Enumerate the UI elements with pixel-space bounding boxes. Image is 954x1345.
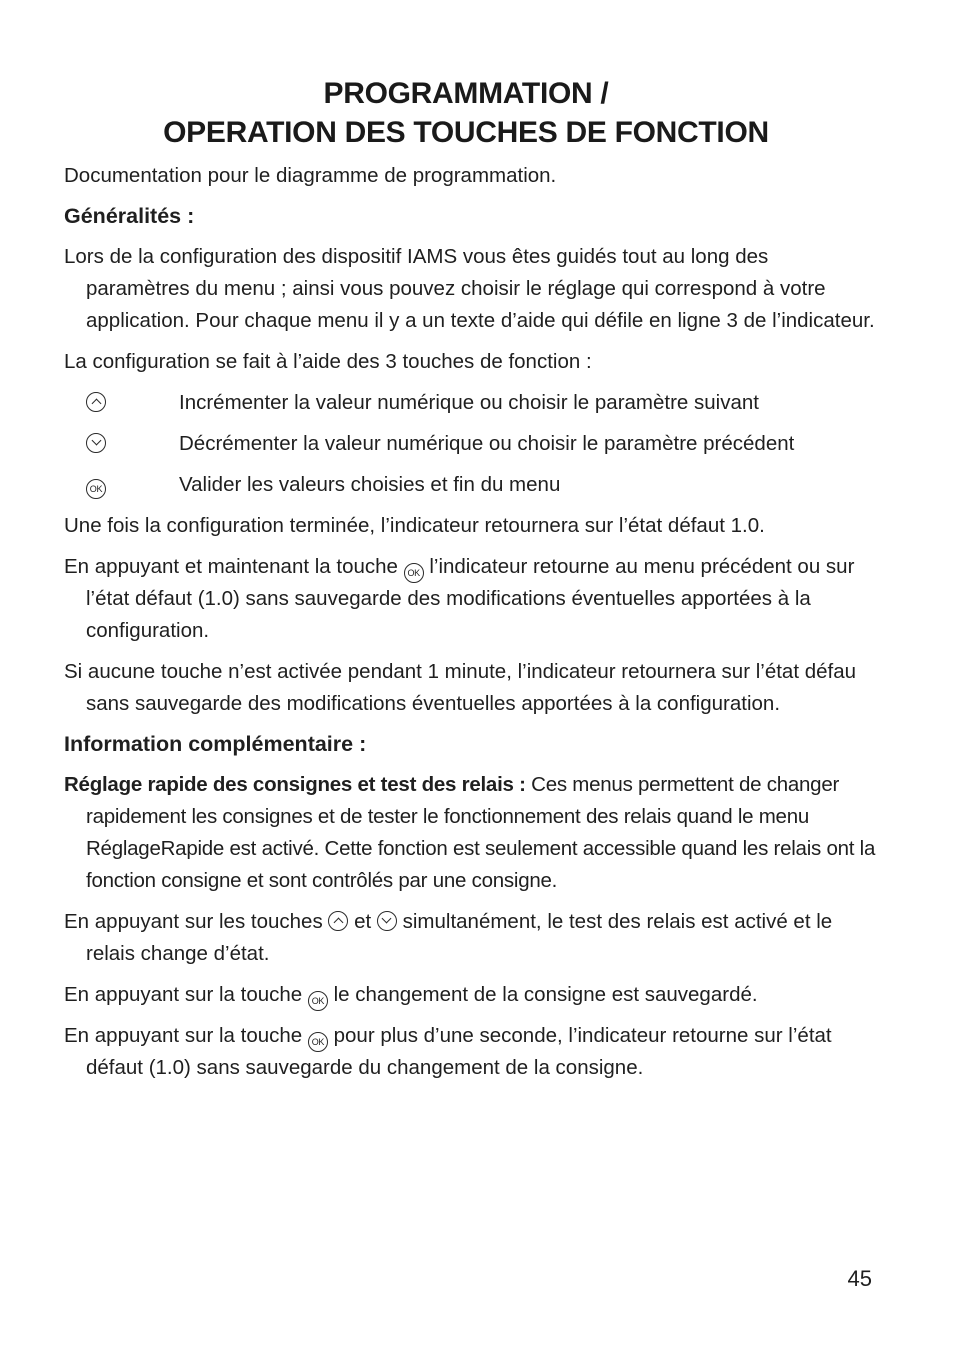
ok-icon: OK (404, 563, 424, 583)
generalites-paragraph-3: Une fois la configuration terminée, l’indicateur retournera sur l’état défaut 1.0. (64, 514, 765, 537)
title-line-2: OPERATION DES TOUCHES DE FONCTION (163, 116, 769, 149)
intro-text: Documentation pour le diagramme de programmation. (64, 164, 557, 187)
generalites-paragraph-2: La configuration se fait à l’aide des 3 touches de fonction : (64, 350, 592, 373)
key-row-up (64, 387, 876, 419)
info-paragraph-4: En appuyant sur la touche OK pour plus d’une seconde, l’indicateur retourne sur l’état défaut (1.0) sans sauvegarde du changement de la consigne. (64, 1024, 832, 1079)
generalites-paragraph-4: En appuyant et maintenant la touche OK l’indicateur retourne au menu précédent ou sur l’état défaut (1.0) sans sauvegarde des modifications éventuelles apportées à la configuration. (64, 555, 855, 642)
key-row-ok (64, 469, 876, 501)
down-arrow-icon (377, 911, 397, 931)
key-desc-ok: Valider les valeurs choisies et fin du menu (179, 473, 561, 496)
section-heading-information: Information complémentaire : (64, 732, 367, 756)
ok-icon: OK (86, 479, 106, 499)
down-arrow-icon (86, 433, 106, 453)
function-keys-list (64, 387, 876, 501)
title-line-1: PROGRAMMATION / (323, 77, 609, 110)
key-desc-up: Incrémenter la valeur numérique ou choisir le paramètre suivant (179, 391, 759, 414)
page-number: 45 (847, 1266, 872, 1291)
section-heading-generalites: Généralités : (64, 204, 195, 228)
generalites-paragraph-5: Si aucune touche n’est activée pendant 1 minute, l’indicateur retournera sur l’état défau sans sauvegarde des modifications éventuelles apportées à la configuration. (64, 660, 857, 715)
generalites-paragraph-1: Lors de la configuration des dispositif IAMS vous êtes guidés tout au long des paramètres du menu ; ainsi vous pouvez choisir le réglage qui correspond à votre application. Pour chaque menu il y a un texte d’aide qui défile en ligne 3 de l’indicateur. (64, 245, 875, 332)
key-row-down (64, 428, 876, 460)
page-title (56, 74, 876, 152)
up-arrow-icon (328, 911, 348, 931)
up-arrow-icon (86, 392, 106, 412)
info-paragraph-1-bold: Réglage rapide des consignes et test des relais : (64, 773, 526, 796)
info-paragraph-3: En appuyant sur la touche OK le changement de la consigne est sauvegardé. (64, 979, 876, 1011)
info-paragraph-1: Réglage rapide des consignes et test des relais : Ces menus permettent de changer rapidement les consignes et de tester le fonctionnement des relais quand le menu RéglageRapide est activé. Cette fonction est seulement accessible quand les relais ont la fonction consigne et sont contrôlés par une consigne. (64, 773, 876, 892)
ok-icon: OK (308, 1032, 328, 1052)
key-desc-down: Décrémenter la valeur numérique ou choisir le paramètre précédent (179, 432, 795, 455)
ok-icon: OK (308, 991, 328, 1011)
info-paragraph-2: En appuyant sur les touches et simultanément, le test des relais est activé et le relais change d’état. (64, 910, 833, 965)
page-content (64, 74, 876, 1084)
